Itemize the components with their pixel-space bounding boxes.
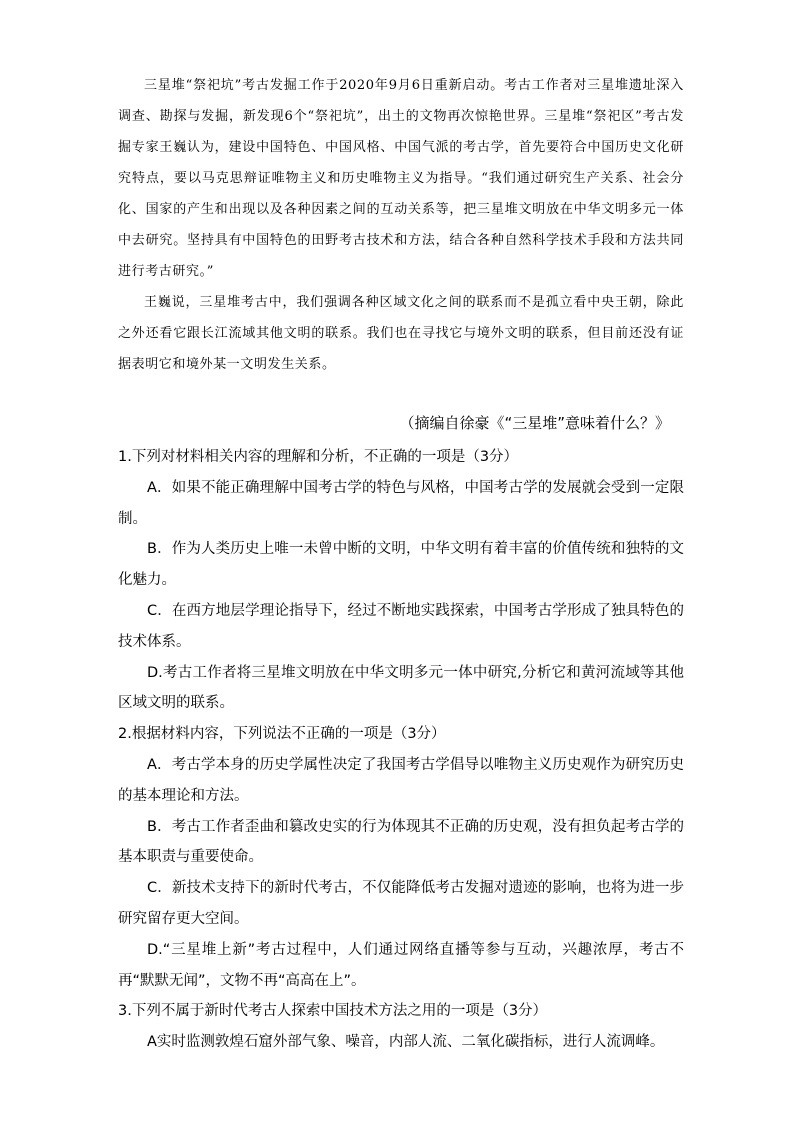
option-c: C．新技术支持下的新时代考古，不仅能降低考古发掘对遗迹的影响，也将为进一步研究留存更大空间。 xyxy=(118,880,684,927)
passage-source: （摘编自徐豪《“三星堆”意味着什么？》 xyxy=(399,414,670,432)
question-stem: 1.下列对材料相关内容的理解和分析，不正确的一项是（3分） xyxy=(118,449,519,465)
question-stem: 3.下列不属于新时代考古人探索中国技术方法之用的一项是（3分） xyxy=(118,1003,548,1020)
option-b: B．作为人类历史上唯一未曾中断的文明，中华文明有着丰富的价值传统和独特的文化魅力。 xyxy=(118,541,684,589)
option-a: A实时监测敦煌石窟外部气象、噪音，内部人流、二氧化碳指标，进行人流调峰。 xyxy=(147,1034,665,1051)
question-3 xyxy=(118,996,684,1058)
question-1 xyxy=(118,442,684,719)
passage-paragraph: 王巍说，三星堆考古中，我们强调各种区域文化之间的联系而不是孤立看中央王朝，除此之外还看它跟长江流域其他文明的联系。我们也在寻找它与境外文明的联系，但目前还没有证据表明它和境外某一文明发生关系。 xyxy=(118,295,684,372)
option-a: A．如果不能正确理解中国考古学的特色与风格，中国考古学的发展就会受到一定限制。 xyxy=(118,479,684,527)
option-d: D.“三星堆上新”考古过程中，人们通过网络直播等参与互动，兴趣浓厚，考古不再“默默无闻”，文物不再“高高在上”。 xyxy=(118,941,684,989)
option-d: D.考古工作者将三星堆文明放在中华文明多元一体中研究,分析它和黄河流域等其他区域文明的联系。 xyxy=(118,664,684,712)
option-a: A．考古学本身的历史学属性决定了我国考古学倡导以唯物主义历史观作为研究历史的基本理论和方法。 xyxy=(118,756,684,804)
question-2 xyxy=(118,719,684,996)
question-list xyxy=(118,442,684,1058)
option-c: C．在西方地层学理论指导下，经过不断地实践探索，中国考古学形成了独具特色的技术体系。 xyxy=(118,602,684,650)
question-stem: 2.根据材料内容，下列说法不正确的一项是（3分） xyxy=(118,726,446,743)
passage-paragraph: 三星堆“祭祀坑”考古发掘工作于2020年9月6日重新启动。考古工作者对三星堆遗址深入调查、勘探与发掘，新发现6个“祭祀坑”，出土的文物再次惊艳世界。三星堆“祭祀区”考古发掘专家王巍认为，建设中国特色、中国风格、中国气派的考古学，首先要符合中国历史文化研究特点，要以马克思辩证唯物主义和历史唯物主义为指导。“我们通过研究生产关系、社会分化、国家的产生和出现以及各种因素之间的互动关系等，把三星堆文明放在中华文明多元一体中去研究。坚持具有中国特色的田野考古技术和方法，结合各种自然科学技术手段和方法共同进行考古研究。” xyxy=(118,78,684,279)
reading-passage xyxy=(118,70,684,380)
option-b: B．考古工作者歪曲和篡改史实的行为体现其不正确的历史观，没有担负起考古学的基本职责与重要使命。 xyxy=(118,818,684,866)
